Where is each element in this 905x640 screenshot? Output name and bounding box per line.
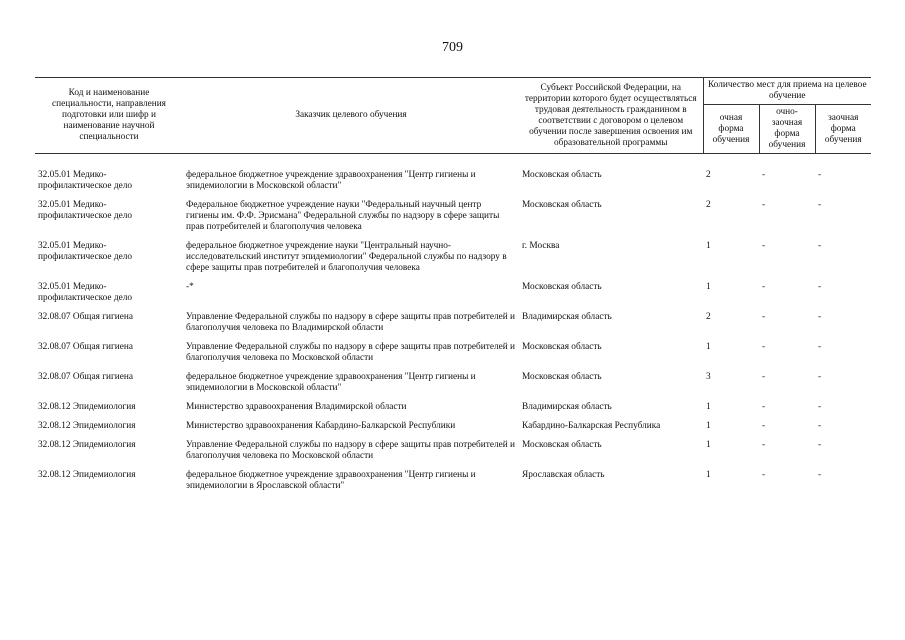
table-row xyxy=(35,200,871,241)
cell-code: 32.05.01 Медико-профилактическое дело xyxy=(38,200,133,221)
cell-code: 32.05.01 Медико-профилактическое дело xyxy=(38,282,133,303)
cell-distance: - xyxy=(818,342,822,352)
cell-full-time: 1 xyxy=(706,440,711,450)
cell-distance: - xyxy=(818,170,822,180)
cell-part-time: - xyxy=(762,440,766,450)
table-header-row xyxy=(35,78,871,105)
header-places-group: Количество мест для приема на целевое обучение xyxy=(703,78,871,105)
cell-part-time: - xyxy=(762,312,766,322)
cell-distance: - xyxy=(818,440,822,450)
cell-customer: Министерство здравоохранения Кабардино-Балкарской Республики xyxy=(186,421,456,431)
target-admission-table xyxy=(35,77,871,500)
cell-customer: Федеральное бюджетное учреждение науки "Федеральный научный центр гигиены им. Ф.Ф. Эрисмана" Федеральной службы по надзору в сфере защиты прав потребителей и благополучия человека xyxy=(186,200,500,232)
cell-region: Московская область xyxy=(522,170,602,180)
cell-customer: Управление Федеральной службы по надзору в сфере защиты прав потребителей и благополучия человека по Владимирской области xyxy=(186,312,515,333)
table-row xyxy=(35,402,871,421)
cell-region: Московская область xyxy=(522,372,602,382)
header-code: Код и наименование специальности, направления подготовки или шифр и наименование научной специальности xyxy=(35,78,183,154)
cell-code: 32.08.12 Эпидемиология xyxy=(38,402,136,412)
table-row xyxy=(35,421,871,440)
table-row xyxy=(35,470,871,500)
header-distance: заочная форма обучения xyxy=(815,105,871,154)
cell-region: Ярославская область xyxy=(522,470,605,480)
page-number: 709 xyxy=(442,40,463,55)
cell-part-time: - xyxy=(762,170,766,180)
cell-full-time: 2 xyxy=(706,170,711,180)
cell-distance: - xyxy=(818,282,822,292)
cell-distance: - xyxy=(818,470,822,480)
table-row xyxy=(35,282,871,312)
cell-distance: - xyxy=(818,312,822,322)
cell-region: Владимирская область xyxy=(522,402,612,412)
cell-customer: федеральное бюджетное учреждение здравоохранения "Центр гигиены и эпидемиологии в Московской области" xyxy=(186,170,476,191)
cell-full-time: 1 xyxy=(706,402,711,412)
table-row xyxy=(35,312,871,342)
cell-part-time: - xyxy=(762,470,766,480)
cell-distance: - xyxy=(818,200,822,210)
cell-region: Московская область xyxy=(522,200,602,210)
cell-part-time: - xyxy=(762,342,766,352)
cell-customer: Министерство здравоохранения Владимирской области xyxy=(186,402,407,412)
cell-region: Владимирская область xyxy=(522,312,612,322)
cell-customer: Управление Федеральной службы по надзору в сфере защиты прав потребителей и благополучия человека по Московской области xyxy=(186,342,515,363)
cell-customer: -* xyxy=(186,282,194,292)
cell-customer: федеральное бюджетное учреждение здравоохранения "Центр гигиены и эпидемиологии в Московской области" xyxy=(186,372,476,393)
cell-part-time: - xyxy=(762,282,766,292)
cell-region: Московская область xyxy=(522,342,602,352)
cell-part-time: - xyxy=(762,372,766,382)
cell-part-time: - xyxy=(762,241,766,251)
table-row xyxy=(35,241,871,282)
cell-customer: Управление Федеральной службы по надзору в сфере защиты прав потребителей и благополучия человека по Московской области xyxy=(186,440,515,461)
cell-full-time: 1 xyxy=(706,241,711,251)
table-row xyxy=(35,440,871,470)
cell-full-time: 1 xyxy=(706,421,711,431)
cell-region: Московская область xyxy=(522,440,602,450)
cell-code: 32.08.07 Общая гигиена xyxy=(38,312,133,322)
table-row xyxy=(35,372,871,402)
cell-code: 32.08.07 Общая гигиена xyxy=(38,372,133,382)
cell-full-time: 3 xyxy=(706,372,711,382)
cell-code: 32.05.01 Медико-профилактическое дело xyxy=(38,170,133,191)
header-full-time: очная форма обучения xyxy=(703,105,759,154)
header-part-time: очно-заочная форма обучения xyxy=(759,105,815,154)
cell-distance: - xyxy=(818,421,822,431)
cell-distance: - xyxy=(818,372,822,382)
cell-part-time: - xyxy=(762,402,766,412)
header-customer: Заказчик целевого обучения xyxy=(183,78,519,154)
cell-full-time: 2 xyxy=(706,312,711,322)
cell-region: Московская область xyxy=(522,282,602,292)
cell-customer: федеральное бюджетное учреждение науки "Центральный научно-исследовательский институт эпидемиологии" Федеральной службы по надзору в сфере защиты прав потребителей и благополучия человека xyxy=(186,241,507,273)
header-region: Субъект Российской Федерации, на территории которого будет осуществляться трудовая деятельность гражданином в соответствии с договором о целевом обучении после завершения освоения им образовательной программы xyxy=(519,78,703,154)
cell-distance: - xyxy=(818,241,822,251)
cell-code: 32.08.12 Эпидемиология xyxy=(38,440,136,450)
cell-part-time: - xyxy=(762,421,766,431)
cell-full-time: 1 xyxy=(706,470,711,480)
cell-region: Кабардино-Балкарская Республика xyxy=(522,421,661,431)
cell-code: 32.05.01 Медико-профилактическое дело xyxy=(38,241,133,262)
cell-full-time: 1 xyxy=(706,282,711,292)
cell-code: 32.08.12 Эпидемиология xyxy=(38,470,136,480)
cell-full-time: 1 xyxy=(706,342,711,352)
cell-full-time: 2 xyxy=(706,200,711,210)
cell-code: 32.08.07 Общая гигиена xyxy=(38,342,133,352)
cell-region: г. Москва xyxy=(522,241,560,251)
table-row xyxy=(35,342,871,372)
cell-customer: федеральное бюджетное учреждение здравоохранения "Центр гигиены и эпидемиологии в Ярославской области" xyxy=(186,470,476,491)
cell-code: 32.08.12 Эпидемиология xyxy=(38,421,136,431)
table-row xyxy=(35,170,871,200)
cell-part-time: - xyxy=(762,200,766,210)
cell-distance: - xyxy=(818,402,822,412)
